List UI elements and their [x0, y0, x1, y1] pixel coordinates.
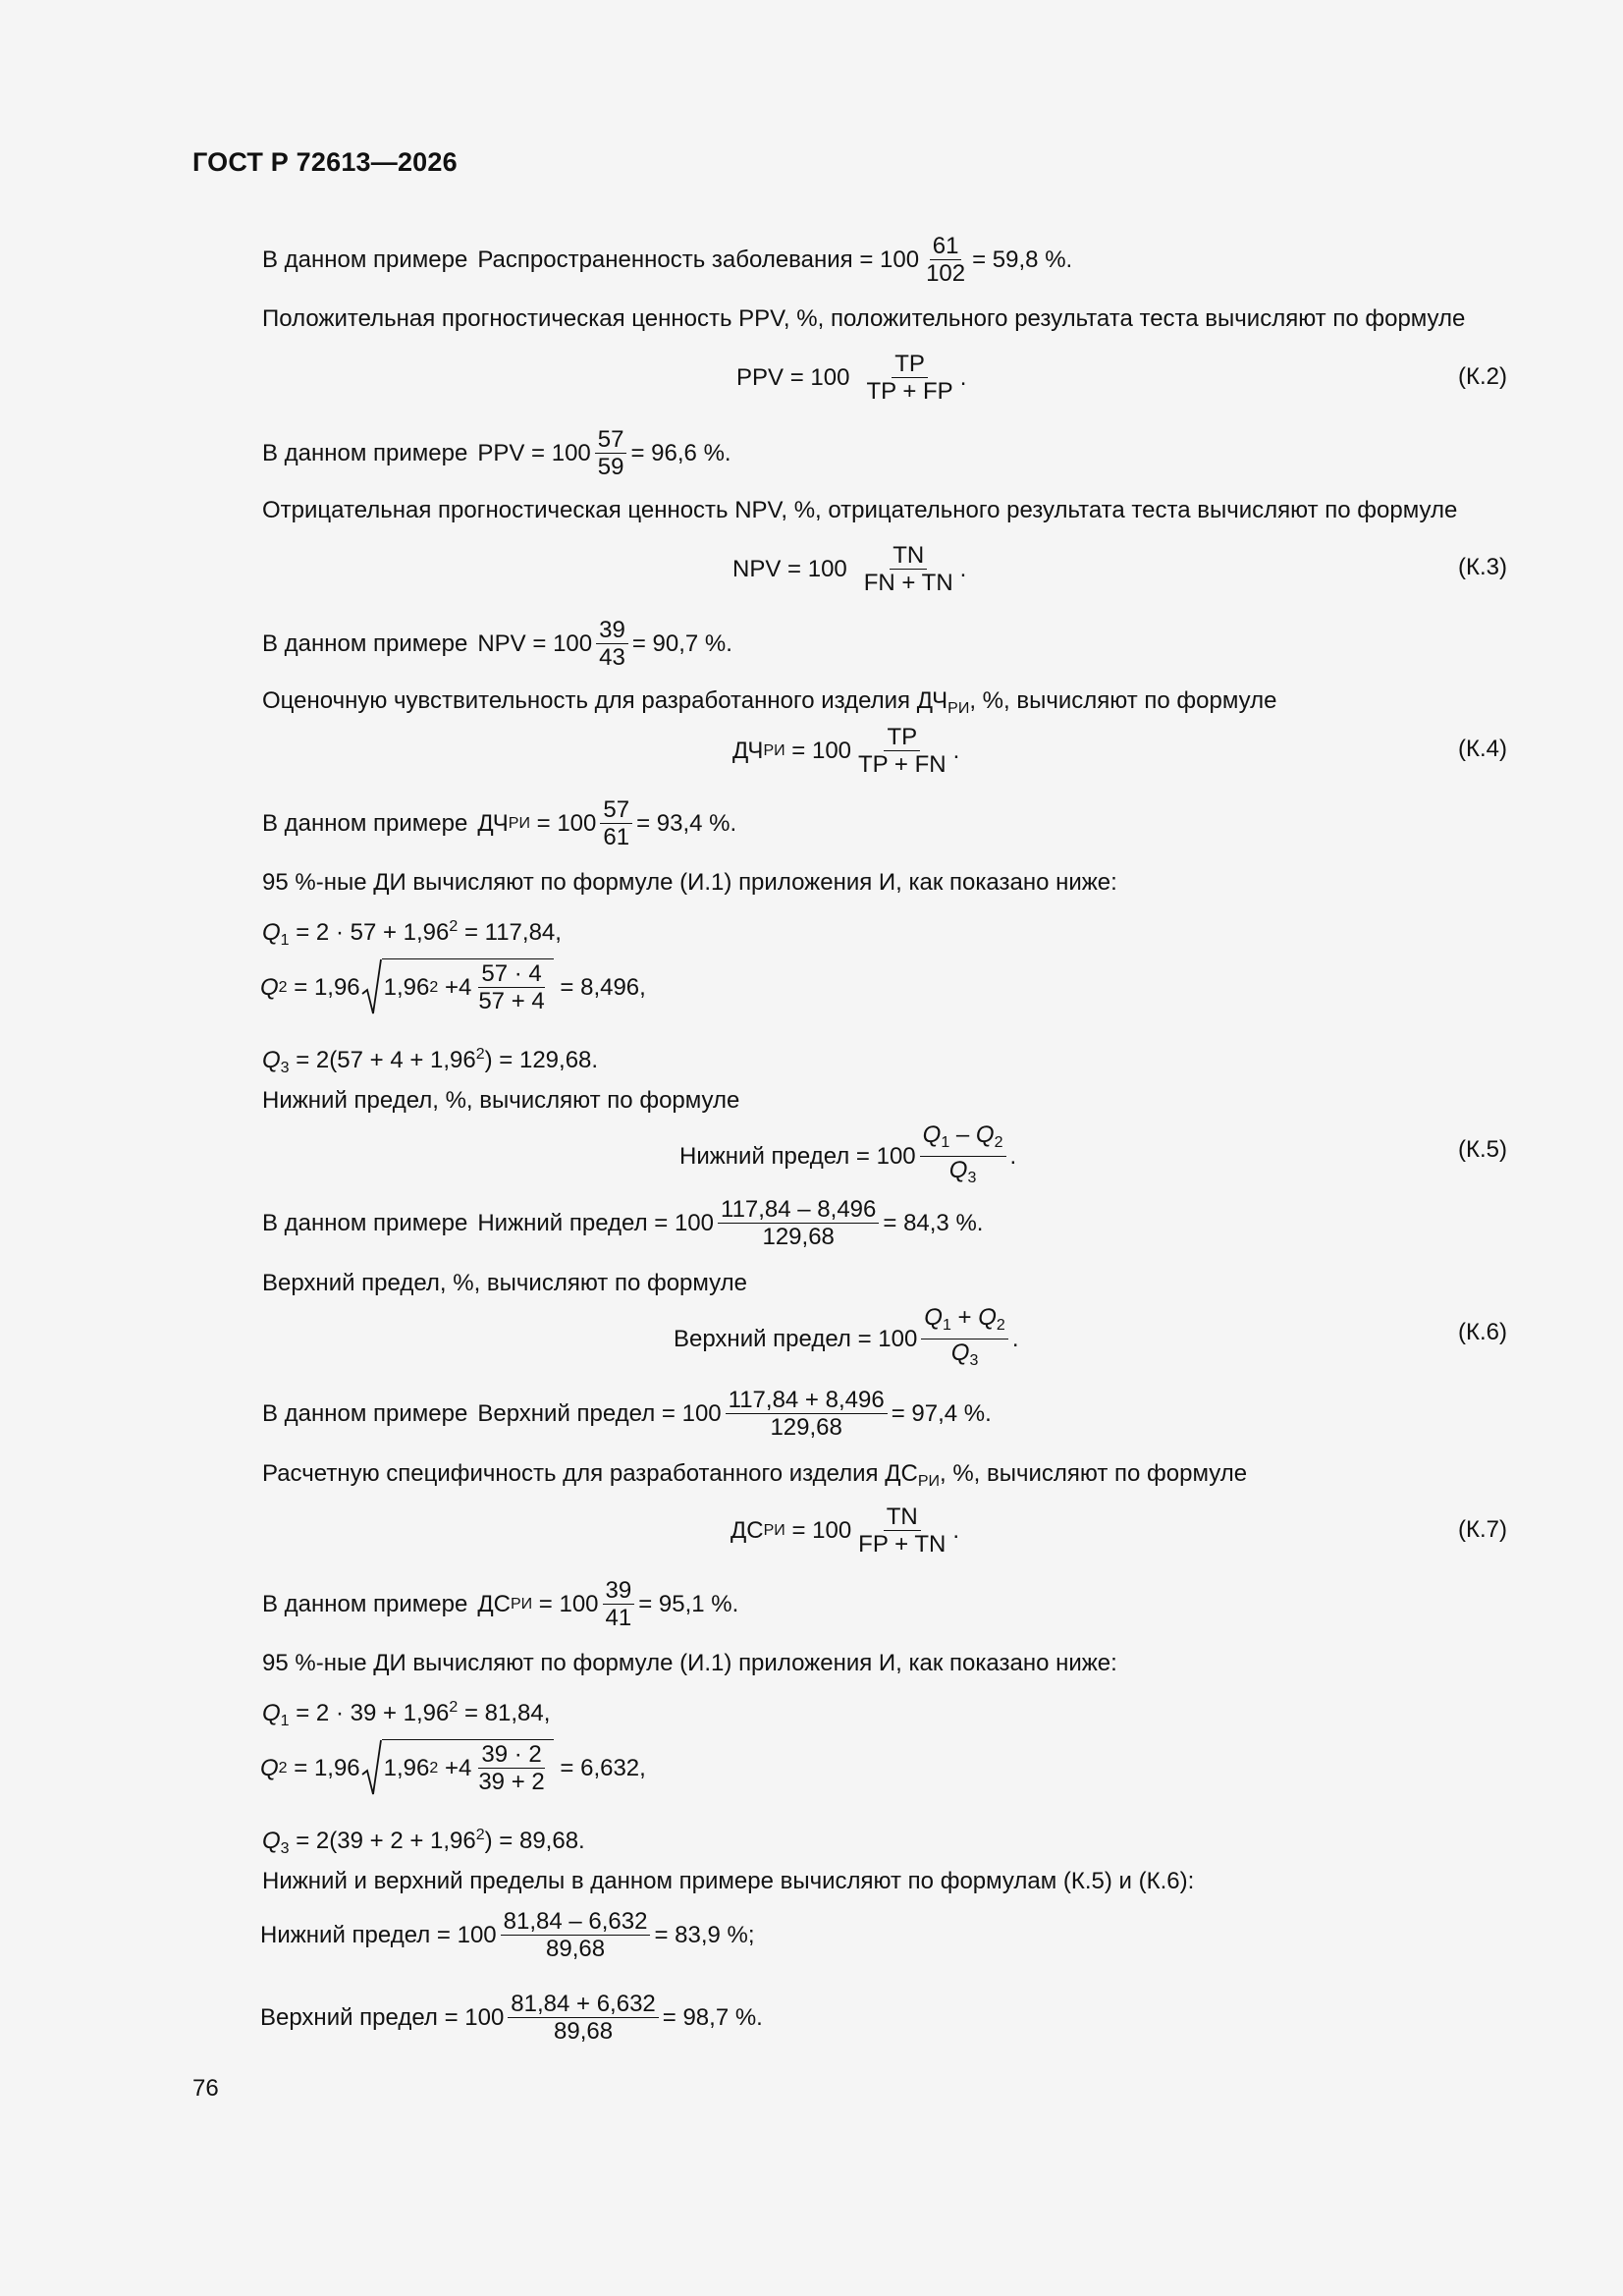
denominator: 89,68	[554, 2018, 614, 2045]
radicand	[382, 1739, 554, 1795]
coef-100: 100	[674, 1210, 714, 1236]
equals-sign: =	[789, 364, 804, 391]
q-letter: Q	[948, 1157, 968, 1183]
equals-sign: =	[294, 1755, 308, 1781]
percent-end: %.	[963, 1400, 992, 1427]
coef-100: 100	[551, 440, 591, 466]
numerator	[921, 1305, 1008, 1339]
equals-sign: =	[662, 2004, 676, 2031]
fraction	[501, 1909, 651, 1962]
formula-k7	[730, 1504, 959, 1558]
result-value: 8,496	[580, 974, 640, 1001]
numerator: 57	[595, 427, 627, 454]
final-upper-limit	[260, 1992, 763, 2045]
numerator: TN	[890, 543, 927, 570]
example-prefix: В данном примере	[262, 1210, 468, 1236]
numerator: 57	[600, 797, 632, 824]
equation-number-k2: (К.2)	[1458, 363, 1507, 390]
subscript: 1	[280, 1713, 290, 1729]
percent-end: %.	[704, 630, 732, 657]
formula-lhs: Нижний предел	[477, 1210, 648, 1236]
percent-end: %.	[734, 2004, 763, 2031]
coefficient: 1,96	[313, 1755, 360, 1781]
page-number: 76	[192, 2075, 219, 2102]
numerator: TP	[884, 725, 920, 751]
formula-lhs: Нижний предел	[260, 1922, 431, 1948]
subscript: 3	[969, 1352, 979, 1369]
fraction	[600, 797, 632, 850]
example-specificity	[262, 1578, 738, 1631]
superscript: 2	[475, 1046, 485, 1063]
superscript: 2	[429, 1759, 439, 1777]
q1-formula	[262, 911, 562, 957]
radical-sign-icon	[360, 1739, 382, 1798]
subscript: РИ	[917, 1473, 940, 1490]
comma: ,	[639, 974, 646, 1001]
fraction	[923, 234, 968, 287]
equals-sign: =	[791, 1517, 806, 1544]
coef-100: 100	[878, 1326, 918, 1352]
coef-100: 100	[553, 630, 593, 657]
percent-semicolon: %;	[727, 1922, 755, 1948]
example-prefix: В данном примере	[262, 630, 468, 657]
subscript: 2	[278, 979, 288, 996]
q-letter: Q	[924, 1304, 943, 1331]
formula-end: ) = 129,68.	[484, 1047, 599, 1073]
radical-sign-icon	[360, 958, 382, 1017]
formula-lhs: ДЧ	[732, 738, 764, 764]
superscript: 2	[449, 918, 459, 935]
result-value: 93,4	[656, 810, 703, 837]
equals-sign: =	[538, 1591, 553, 1617]
equals-sign: =	[631, 630, 646, 657]
denominator: 102	[926, 260, 966, 287]
formula-k4	[732, 725, 959, 778]
ci-description-2: 95 %-ные ДИ вычисляют по формуле (И.1) приложения И, как показано ниже:	[262, 1650, 1117, 1676]
period: .	[1011, 1326, 1019, 1352]
fraction	[603, 1578, 635, 1631]
percent-end: %.	[709, 810, 737, 837]
subscript: РИ	[763, 742, 785, 759]
text-part: Расчетную специфичность для разработанного изделия ДС	[262, 1460, 918, 1487]
q-letter: Q	[975, 1121, 995, 1148]
coef-100: 100	[464, 2004, 505, 2031]
formula-body: = 2 · 57 + 1,96	[289, 919, 450, 946]
comma: ,	[639, 1755, 646, 1781]
coef-100: 100	[457, 1922, 497, 1948]
npv-description: Отрицательная прогностическая ценность NPV, %, отрицательного результата теста вычисляют по формуле	[262, 497, 1458, 523]
subscript: 3	[280, 1840, 290, 1857]
period: .	[1009, 1143, 1017, 1170]
square-root	[360, 1739, 554, 1798]
percent-end: %.	[711, 1591, 739, 1617]
denominator: 61	[603, 824, 630, 850]
fraction	[861, 543, 956, 596]
denominator: 41	[605, 1605, 632, 1631]
formula-k2	[736, 352, 966, 405]
equals-sign: =	[636, 810, 651, 837]
equals-sign: =	[560, 974, 574, 1001]
numerator: TN	[884, 1504, 921, 1531]
coefficient: 1,96	[313, 974, 360, 1001]
coef-100: 100	[876, 1143, 916, 1170]
text-part: , %, вычисляют по формуле	[939, 1460, 1248, 1487]
equals-sign: =	[654, 1922, 669, 1948]
denominator: 39 + 2	[478, 1768, 545, 1795]
equals-sign: =	[536, 810, 551, 837]
coef-100: 100	[557, 810, 597, 837]
text-part: , %, вычисляют по формуле	[969, 687, 1277, 714]
subscript: 2	[994, 1134, 1003, 1151]
example-prefix: В данном примере	[262, 440, 468, 466]
equals-sign: =	[630, 440, 645, 466]
q1-formula-2	[262, 1692, 550, 1737]
coef-100: 100	[811, 738, 852, 764]
subscript: РИ	[763, 1522, 785, 1539]
formula-lhs: PPV	[477, 440, 525, 466]
q-letter: Q	[262, 919, 281, 946]
formula-lhs: Верхний предел	[477, 1400, 656, 1427]
ppv-description: Положительная прогностическая ценность PPV, %, положительного результата теста вычисляют по формуле	[262, 305, 1466, 332]
formula-lhs: PPV	[736, 364, 784, 391]
equals-sign: =	[531, 440, 546, 466]
operator: +	[950, 1304, 979, 1331]
equation-number-k6: (К.6)	[1458, 1319, 1507, 1345]
denominator	[948, 1339, 982, 1374]
q2-formula-2	[260, 1739, 646, 1798]
text-part: Оценочную чувствительность для разработанного изделия ДЧ	[262, 687, 948, 714]
formula-lhs: NPV	[732, 556, 782, 582]
denominator: 129,68	[770, 1414, 842, 1441]
denominator: 57 + 4	[478, 987, 545, 1014]
example-upper-limit	[262, 1388, 992, 1441]
fraction	[475, 1742, 547, 1795]
fraction	[596, 618, 628, 671]
subscript: 1	[942, 1317, 951, 1334]
q3-formula	[262, 1039, 598, 1084]
fraction	[855, 725, 949, 778]
specificity-description	[262, 1458, 1247, 1498]
sensitivity-description	[262, 685, 1276, 725]
period: .	[952, 1517, 959, 1544]
numerator: 117,84 – 8,496	[718, 1197, 879, 1224]
formula-end: = 81,84,	[458, 1700, 551, 1726]
example-prefix: В данном примере	[262, 1591, 468, 1617]
superscript: 2	[475, 1827, 485, 1843]
equals-sign: =	[859, 246, 874, 273]
period: .	[959, 556, 967, 582]
result-value: 96,6	[651, 440, 697, 466]
equals-sign: =	[638, 1591, 653, 1617]
operator: –	[949, 1121, 976, 1148]
numerator: 81,84 + 6,632	[508, 1992, 658, 2018]
fraction	[726, 1388, 888, 1441]
coef-100: 100	[559, 1591, 599, 1617]
formula-body: = 2 · 39 + 1,96	[289, 1700, 450, 1726]
numerator	[920, 1122, 1006, 1157]
q-letter: Q	[922, 1121, 942, 1148]
radicand	[382, 958, 554, 1014]
fraction	[921, 1305, 1008, 1374]
q-letter: Q	[260, 1755, 279, 1781]
formula-lhs: Верхний предел	[674, 1326, 851, 1352]
equals-sign: =	[891, 1400, 905, 1427]
result-value: 90,7	[652, 630, 699, 657]
denominator: 59	[597, 454, 624, 480]
formula-lhs: NPV	[477, 630, 526, 657]
lower-limit-description: Нижний предел, %, вычисляют по формуле	[262, 1087, 740, 1114]
formula-lhs: ДС	[730, 1517, 764, 1544]
equation-number-k3: (К.3)	[1458, 554, 1507, 580]
prevalence-label: Распространенность заболевания	[477, 246, 853, 273]
coef-100: 100	[880, 246, 920, 273]
example-prefix: В данном примере	[262, 1400, 468, 1427]
example-npv	[262, 618, 732, 671]
denominator: 129,68	[762, 1224, 835, 1250]
fraction	[718, 1197, 879, 1250]
formula-lhs: ДЧ	[477, 810, 509, 837]
subscript: 1	[280, 932, 290, 949]
equals-sign: =	[972, 246, 987, 273]
percent-end: %.	[703, 440, 731, 466]
subscript: РИ	[947, 700, 970, 717]
radicand-term: 1,96	[383, 1754, 430, 1781]
formula-lhs: ДС	[477, 1591, 511, 1617]
equals-sign: =	[444, 2004, 459, 2031]
result-value: 95,1	[658, 1591, 705, 1617]
subscript: 1	[941, 1134, 950, 1151]
result-value: 84,3	[903, 1210, 949, 1236]
final-lower-limit	[260, 1909, 755, 1962]
subscript: 3	[280, 1060, 290, 1076]
denominator	[947, 1157, 980, 1191]
fraction	[920, 1122, 1006, 1191]
equals-sign: =	[661, 1400, 676, 1427]
period: .	[959, 364, 967, 391]
superscript: 2	[429, 978, 439, 996]
coef-100: 100	[812, 1517, 852, 1544]
formula-lhs: Нижний предел	[679, 1143, 850, 1170]
bounds-description: Нижний и верхний пределы в данном примере вычисляют по формулам (К.5) и (К.6):	[262, 1868, 1195, 1894]
formula-k3	[732, 543, 966, 596]
radicand-term: +4	[444, 1754, 472, 1781]
formula-k5	[679, 1122, 1016, 1191]
q-letter: Q	[260, 974, 279, 1001]
subscript: 2	[278, 1760, 288, 1777]
denominator: 89,68	[546, 1936, 606, 1962]
fraction	[475, 961, 547, 1014]
equals-sign: =	[857, 1326, 872, 1352]
q-letter: Q	[950, 1339, 970, 1366]
denominator: TP + FP	[866, 378, 953, 405]
result-value: 6,632	[580, 1755, 640, 1781]
q-letter: Q	[262, 1700, 281, 1726]
equation-number-k7: (К.7)	[1458, 1516, 1507, 1543]
percent-end: %.	[1045, 246, 1073, 273]
numerator: 39	[596, 618, 628, 644]
formula-end: = 117,84,	[458, 919, 562, 946]
equation-number-k4: (К.4)	[1458, 736, 1507, 762]
result-value: 59,8	[992, 246, 1039, 273]
example-lower-limit	[262, 1197, 983, 1250]
subscript: РИ	[508, 815, 530, 832]
equation-number-k5: (К.5)	[1458, 1136, 1507, 1163]
ci-description-1: 95 %-ные ДИ вычисляют по формуле (И.1) приложения И, как показано ниже:	[262, 869, 1117, 896]
equals-sign: =	[436, 1922, 451, 1948]
q-letter: Q	[262, 1047, 281, 1073]
numerator: 39 · 2	[478, 1742, 544, 1769]
radicand-term: 1,96	[383, 973, 430, 1001]
radicand-term: +4	[444, 973, 472, 1001]
formula-body: = 2(39 + 2 + 1,96	[289, 1828, 476, 1854]
q3-formula-2	[262, 1820, 585, 1865]
equals-sign: =	[855, 1143, 870, 1170]
q-letter: Q	[978, 1304, 997, 1331]
denominator: FN + TN	[863, 570, 953, 596]
coef-100: 100	[681, 1400, 722, 1427]
example-prevalence	[262, 234, 1072, 287]
numerator: TP	[892, 352, 928, 378]
coef-100: 100	[810, 364, 850, 391]
q-letter: Q	[262, 1828, 281, 1854]
upper-limit-description: Верхний предел, %, вычисляют по формуле	[262, 1270, 747, 1296]
fraction	[855, 1504, 948, 1558]
fraction	[595, 427, 627, 480]
numerator: 81,84 – 6,632	[501, 1909, 651, 1936]
numerator: 39	[603, 1578, 635, 1605]
formula-body: = 2(57 + 4 + 1,96	[289, 1047, 476, 1073]
subscript: РИ	[510, 1596, 533, 1613]
formula-lhs: Верхний предел	[260, 2004, 438, 2031]
equals-sign: =	[560, 1755, 574, 1781]
result-value: 98,7	[682, 2004, 730, 2031]
subscript: 3	[967, 1170, 977, 1186]
fraction	[508, 1992, 658, 2045]
equals-sign: =	[791, 738, 806, 764]
denominator: TP + FN	[858, 751, 947, 778]
denominator: FP + TN	[858, 1531, 947, 1558]
example-ppv	[262, 427, 731, 480]
numerator: 61	[930, 234, 962, 260]
equals-sign: =	[532, 630, 547, 657]
example-prefix: В данном примере	[262, 246, 468, 273]
result-value: 97,4	[911, 1400, 958, 1427]
example-prefix: В данном примере	[262, 810, 468, 837]
result-value: 83,9	[675, 1922, 721, 1948]
percent-end: %.	[955, 1210, 984, 1236]
numerator: 57 · 4	[478, 961, 544, 988]
fraction	[863, 352, 955, 405]
square-root	[360, 958, 554, 1017]
example-sensitivity	[262, 797, 736, 850]
equals-sign: =	[654, 1210, 669, 1236]
coef-100: 100	[807, 556, 847, 582]
numerator: 117,84 + 8,496	[726, 1388, 888, 1414]
period: .	[952, 738, 960, 764]
superscript: 2	[449, 1699, 459, 1716]
q2-formula	[260, 958, 646, 1017]
equals-sign: =	[787, 556, 802, 582]
document-header: ГОСТ Р 72613—2026	[192, 147, 458, 177]
formula-end: ) = 89,68.	[484, 1828, 585, 1854]
equals-sign: =	[883, 1210, 897, 1236]
denominator: 43	[599, 644, 625, 671]
equals-sign: =	[294, 974, 308, 1001]
subscript: 2	[996, 1317, 1005, 1334]
formula-k6	[674, 1305, 1018, 1374]
